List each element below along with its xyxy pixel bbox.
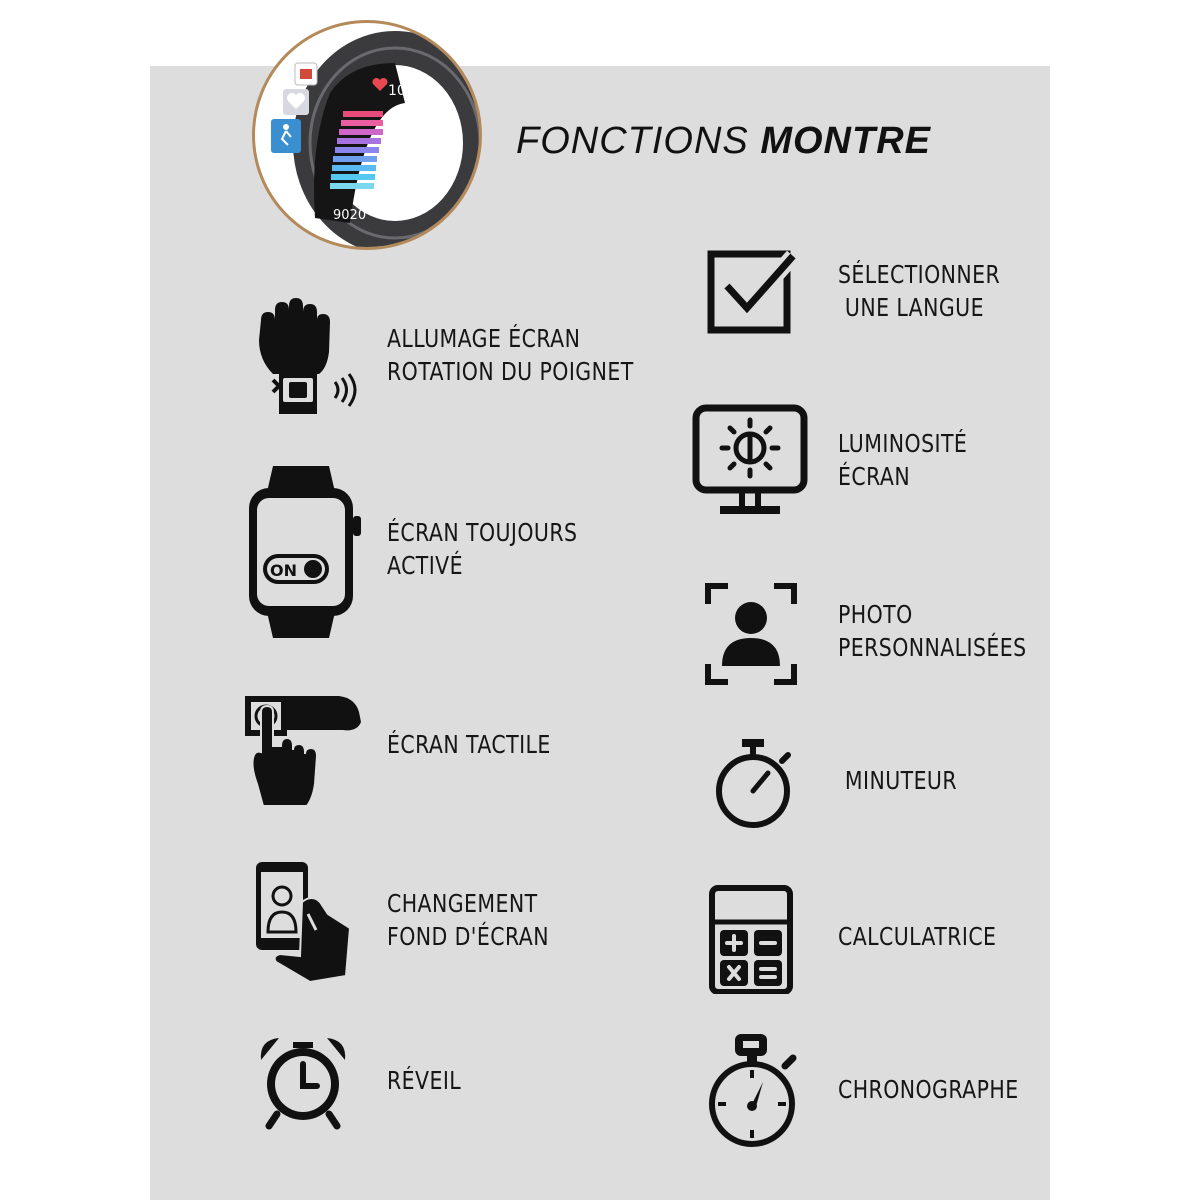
label-line: RÉVEIL	[387, 1066, 462, 1095]
wrist-rotation-icon	[245, 290, 365, 420]
feature-label-language	[838, 258, 1000, 324]
label-line: CHANGEMENT	[387, 889, 538, 918]
label-line: UNE LANGUE	[838, 293, 984, 322]
label-line: CALCULATRICE	[838, 922, 997, 951]
label-line: ÉCRAN	[838, 462, 911, 491]
touch-screen-icon	[243, 688, 363, 818]
stopwatch-icon	[705, 1030, 800, 1150]
brightness-monitor-icon	[690, 402, 810, 522]
label-line: LUMINOSITÉ	[838, 429, 968, 458]
label-line: ALLUMAGE ÉCRAN	[387, 324, 581, 353]
label-line: ÉCRAN TACTILE	[387, 730, 551, 759]
feature-label-touch-screen	[387, 728, 551, 761]
label-line: PHOTO	[838, 600, 913, 629]
checkbox-icon	[705, 248, 800, 338]
feature-label-wrist-rotation	[387, 322, 634, 388]
heart-rate-value: 103	[388, 83, 415, 99]
label-line: FOND D'ÉCRAN	[387, 922, 549, 951]
feature-label-wallpaper	[387, 887, 549, 953]
title-bold: MONTRE	[760, 120, 931, 162]
label-line: SÉLECTIONNER	[838, 260, 1001, 289]
label-line: ROTATION DU POIGNET	[387, 357, 634, 386]
always-on-watch-icon	[243, 462, 363, 642]
feature-label-timer	[838, 764, 957, 797]
label-line: MINUTEUR	[838, 766, 958, 795]
calculator-icon	[708, 884, 793, 994]
feature-label-stopwatch	[838, 1073, 1019, 1106]
label-line: PERSONNALISÉES	[838, 633, 1027, 662]
feature-label-photo	[838, 598, 1027, 664]
title-light: FONCTIONS	[516, 120, 749, 162]
on-badge-text: ON	[270, 561, 297, 580]
feature-label-always-on	[387, 516, 577, 582]
feature-label-alarm	[387, 1064, 461, 1097]
smart-band-product-image	[252, 20, 482, 250]
label-line: ACTIVÉ	[387, 551, 463, 580]
label-line: ÉCRAN TOUJOURS	[387, 518, 578, 547]
page-title	[516, 120, 931, 163]
timer-icon	[708, 735, 798, 830]
steps-value: 9020	[333, 208, 367, 223]
alarm-clock-icon	[253, 1026, 353, 1136]
photo-person-icon	[704, 580, 799, 690]
feature-label-brightness	[838, 427, 967, 493]
phone-wallpaper-icon	[250, 858, 370, 988]
feature-label-calculator	[838, 920, 996, 953]
label-line: CHRONOGRAPHE	[838, 1075, 1019, 1104]
